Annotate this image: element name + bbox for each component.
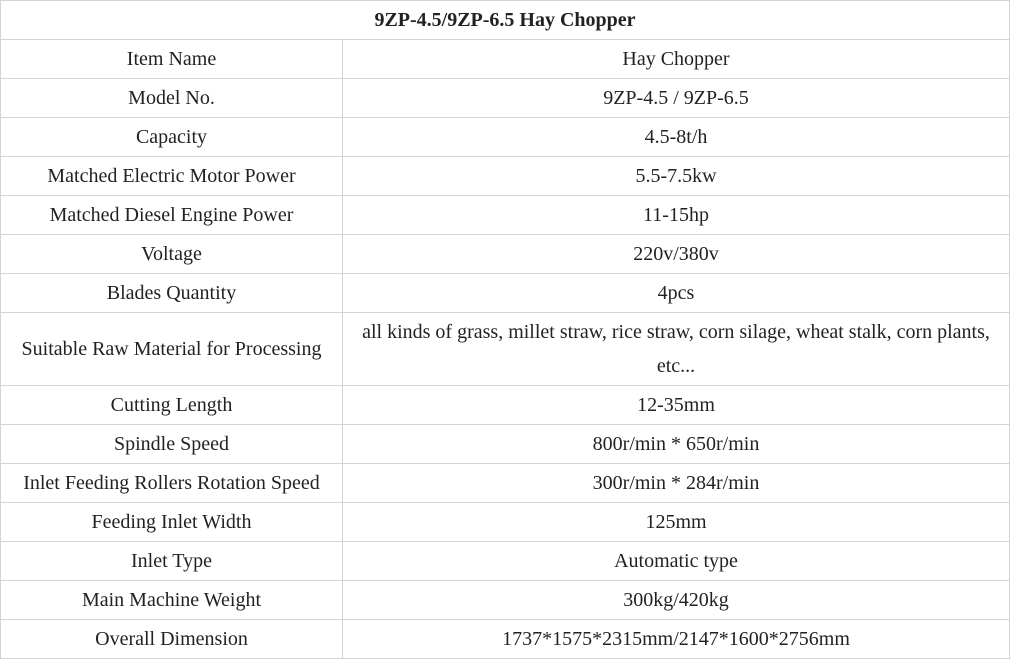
table-row [1, 313, 1010, 386]
row-value: 9ZP-4.5 / 9ZP-6.5 [343, 79, 1010, 118]
table-row [1, 425, 1010, 464]
table-row [1, 620, 1010, 659]
row-label: Overall Dimension [1, 620, 343, 659]
table-row [1, 386, 1010, 425]
row-value: 300kg/420kg [343, 581, 1010, 620]
row-value: 300r/min * 284r/min [343, 464, 1010, 503]
table-row [1, 503, 1010, 542]
row-label: Capacity [1, 118, 343, 157]
row-label: Blades Quantity [1, 274, 343, 313]
row-value: 11-15hp [343, 196, 1010, 235]
row-label: Matched Diesel Engine Power [1, 196, 343, 235]
row-value: 800r/min * 650r/min [343, 425, 1010, 464]
table-row [1, 196, 1010, 235]
row-label: Spindle Speed [1, 425, 343, 464]
table-row [1, 274, 1010, 313]
table-row [1, 79, 1010, 118]
row-label: Suitable Raw Material for Processing [1, 313, 343, 386]
row-label: Matched Electric Motor Power [1, 157, 343, 196]
row-value: 220v/380v [343, 235, 1010, 274]
row-value: Automatic type [343, 542, 1010, 581]
table-title: 9ZP-4.5/9ZP-6.5 Hay Chopper [1, 1, 1010, 40]
row-value: all kinds of grass, millet straw, rice straw, corn silage, wheat stalk, corn plants, etc... [343, 313, 1010, 386]
row-value: 4pcs [343, 274, 1010, 313]
row-value: 4.5-8t/h [343, 118, 1010, 157]
table-row [1, 40, 1010, 79]
row-value: 125mm [343, 503, 1010, 542]
table-row [1, 235, 1010, 274]
table-row [1, 542, 1010, 581]
row-label: Item Name [1, 40, 343, 79]
row-label: Cutting Length [1, 386, 343, 425]
table-title-row [1, 1, 1010, 40]
spec-table-body [1, 1, 1010, 659]
table-row [1, 464, 1010, 503]
row-label: Model No. [1, 79, 343, 118]
table-row [1, 157, 1010, 196]
table-row [1, 581, 1010, 620]
row-label: Voltage [1, 235, 343, 274]
row-value: 1737*1575*2315mm/2147*1600*2756mm [343, 620, 1010, 659]
row-label: Inlet Feeding Rollers Rotation Speed [1, 464, 343, 503]
row-value: Hay Chopper [343, 40, 1010, 79]
row-label: Main Machine Weight [1, 581, 343, 620]
row-value: 12-35mm [343, 386, 1010, 425]
row-value: 5.5-7.5kw [343, 157, 1010, 196]
table-row [1, 118, 1010, 157]
row-label: Feeding Inlet Width [1, 503, 343, 542]
row-label: Inlet Type [1, 542, 343, 581]
